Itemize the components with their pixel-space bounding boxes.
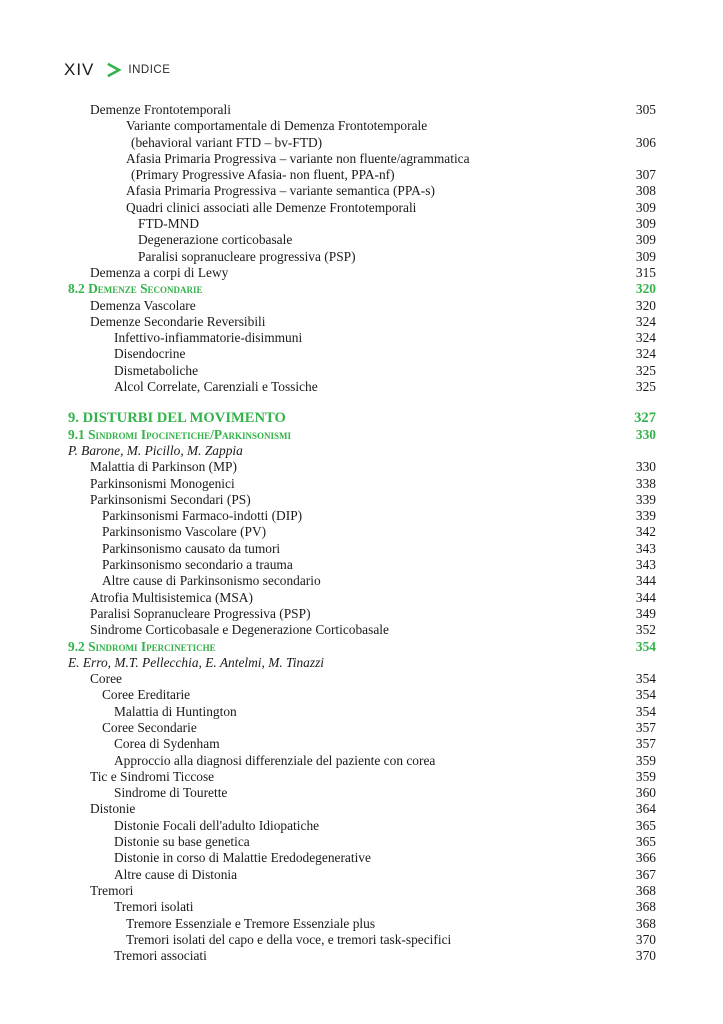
toc-entry[interactable] bbox=[68, 314, 656, 330]
toc-entry-title: Demenze Frontotemporali bbox=[90, 102, 231, 117]
toc-entry-title: Tremori isolati del capo e della voce, e tremori task-specifici bbox=[126, 931, 452, 947]
toc-entry-title: Coree Ereditarie bbox=[102, 687, 191, 703]
toc-entry-page: 320 bbox=[635, 281, 656, 297]
toc-entry[interactable] bbox=[68, 541, 656, 557]
toc-entry[interactable] bbox=[68, 883, 656, 899]
toc-entry-title: Coree bbox=[90, 671, 122, 687]
toc-entry[interactable] bbox=[68, 687, 656, 703]
toc-entry-page: 309 bbox=[635, 248, 656, 264]
toc-entry-page: 325 bbox=[635, 362, 656, 378]
toc-entry[interactable] bbox=[68, 899, 656, 915]
toc-entry-title: FTD-MND bbox=[138, 216, 200, 232]
page-header bbox=[64, 58, 170, 82]
toc-entry-title: Demenza Vascolare bbox=[90, 297, 196, 313]
running-title: INDICE bbox=[128, 64, 171, 76]
toc-entry-page: 315 bbox=[635, 264, 656, 280]
toc-entry-title: Parkinsonismi Farmaco-indotti (DIP) bbox=[102, 508, 303, 524]
toc-entry-page: 320 bbox=[635, 297, 656, 313]
toc-entry-title: Afasia Primaria Progressiva – variante non fluente/agrammatica bbox=[126, 150, 470, 166]
toc-entry-title: E. Erro, M.T. Pellecchia, E. Antelmi, M. Tinazzi bbox=[68, 654, 325, 670]
toc-entry-title: Variante comportamentale di Demenza Frontotemporale bbox=[126, 118, 428, 134]
toc-entry-page: 324 bbox=[635, 313, 656, 329]
toc-entry-title: P. Barone, M. Picillo, M. Zappia bbox=[68, 442, 243, 458]
toc-entry-title: Approccio alla diagnosi differenziale del paziente con corea bbox=[114, 752, 436, 768]
toc-entry[interactable] bbox=[68, 330, 656, 346]
toc-entry-page: 349 bbox=[635, 605, 656, 621]
toc-entry-title: Sindrome di Tourette bbox=[114, 785, 228, 801]
toc-entry-title: Parkinsonismo Vascolare (PV) bbox=[102, 524, 267, 540]
toc-entry[interactable] bbox=[68, 671, 656, 687]
toc-entry-page: 309 bbox=[635, 216, 656, 232]
page-number: XIV bbox=[64, 60, 95, 79]
toc-entry[interactable] bbox=[68, 216, 656, 232]
toc-entry[interactable] bbox=[68, 135, 656, 151]
toc-entry-page: 368 bbox=[635, 882, 656, 898]
toc-entry-page: 352 bbox=[635, 622, 656, 638]
toc-entry-title: Tic e Sindromi Ticcose bbox=[90, 768, 215, 784]
toc-entry[interactable] bbox=[68, 265, 656, 281]
toc-entry-page: 344 bbox=[635, 589, 656, 605]
toc-entry[interactable] bbox=[68, 102, 656, 118]
toc-entry-title: Distonie bbox=[90, 801, 136, 817]
table-of-contents bbox=[68, 102, 656, 964]
toc-entry-page: 309 bbox=[635, 199, 656, 215]
toc-entry[interactable] bbox=[68, 492, 656, 508]
toc-entry[interactable] bbox=[68, 606, 656, 622]
toc-entry[interactable] bbox=[68, 850, 656, 866]
toc-entry[interactable] bbox=[68, 346, 656, 362]
toc-entry[interactable] bbox=[68, 249, 656, 265]
toc-entry-page: 343 bbox=[635, 557, 656, 573]
toc-entry-title: Dismetaboliche bbox=[114, 362, 199, 378]
toc-entry[interactable] bbox=[68, 298, 656, 314]
toc-entry-title: Parkinsonismo causato da tumori bbox=[102, 540, 281, 556]
toc-entry-page: 357 bbox=[635, 719, 656, 735]
toc-entry-page: 354 bbox=[635, 671, 656, 687]
toc-entry-title: Sindrome Corticobasale e Degenerazione Corticobasale bbox=[90, 622, 389, 638]
toc-entry-page: 305 bbox=[635, 102, 656, 117]
toc-entry-title: Malattia di Parkinson (MP) bbox=[90, 459, 237, 475]
toc-entry[interactable] bbox=[68, 622, 656, 638]
toc-entry-page: 365 bbox=[635, 817, 656, 833]
toc-entry-page: 307 bbox=[635, 167, 656, 183]
toc-entry-title: Paralisi sopranucleare progressiva (PSP) bbox=[138, 248, 356, 264]
toc-entry[interactable] bbox=[68, 818, 656, 834]
toc-entry-title: Coree Secondarie bbox=[102, 719, 197, 735]
toc-entry[interactable] bbox=[68, 801, 656, 817]
toc-entry[interactable] bbox=[68, 785, 656, 801]
toc-entry-title: Distonie Focali dell'adulto Idiopatiche bbox=[114, 817, 320, 833]
toc-entry[interactable] bbox=[68, 916, 656, 932]
toc-entry[interactable] bbox=[68, 557, 656, 573]
toc-entry[interactable] bbox=[68, 720, 656, 736]
toc-entry-page: 327 bbox=[634, 410, 656, 427]
toc-entry[interactable] bbox=[68, 524, 656, 540]
toc-entry-title: Demenze Secondarie Reversibili bbox=[90, 313, 266, 329]
toc-entry[interactable] bbox=[68, 167, 656, 183]
toc-section-heading[interactable] bbox=[68, 281, 656, 297]
toc-entry-title: Tremori associati bbox=[114, 948, 207, 964]
toc-spacer bbox=[68, 395, 656, 410]
toc-entry-page: 344 bbox=[635, 573, 656, 589]
toc-entry[interactable] bbox=[68, 573, 656, 589]
toc-entry[interactable] bbox=[68, 183, 656, 199]
toc-entry[interactable] bbox=[68, 753, 656, 769]
toc-entry[interactable] bbox=[68, 736, 656, 752]
toc-authors[interactable] bbox=[68, 443, 656, 459]
toc-entry-title: (behavioral variant FTD – bv-FTD) bbox=[131, 134, 323, 150]
toc-entry-page: 357 bbox=[635, 736, 656, 752]
toc-entry[interactable] bbox=[68, 118, 656, 134]
toc-entry-title: Alcol Correlate, Carenziali e Tossiche bbox=[114, 379, 318, 395]
toc-entry-page: 308 bbox=[635, 183, 656, 199]
toc-entry[interactable] bbox=[68, 948, 656, 964]
toc-entry-title: 9.2 Sindromi Ipercinetiche bbox=[68, 638, 216, 654]
toc-entry-title: Parkinsonismi Monogenici bbox=[90, 475, 235, 491]
toc-section-heading[interactable] bbox=[68, 639, 656, 655]
toc-entry[interactable] bbox=[68, 769, 656, 785]
toc-entry-page: 360 bbox=[635, 785, 656, 801]
toc-entry-page: 365 bbox=[635, 834, 656, 850]
toc-entry-page: 306 bbox=[635, 134, 656, 150]
toc-entry-page: 343 bbox=[635, 540, 656, 556]
toc-entry-page: 330 bbox=[635, 426, 656, 442]
toc-entry-page: 338 bbox=[635, 475, 656, 491]
toc-entry-title: Disendocrine bbox=[114, 346, 186, 362]
toc-entry-title: 9. DISTURBI DEL MOVIMENTO bbox=[68, 410, 286, 427]
toc-entry-title: Distonie in corso di Malattie Eredodegenerative bbox=[114, 850, 371, 866]
toc-entry-page: 370 bbox=[635, 931, 656, 947]
toc-entry[interactable] bbox=[68, 590, 656, 606]
toc-entry-page: 342 bbox=[635, 524, 656, 540]
toc-entry-title: Corea di Sydenham bbox=[114, 736, 220, 752]
toc-entry[interactable] bbox=[68, 508, 656, 524]
toc-entry-title: Altre cause di Distonia bbox=[114, 866, 238, 882]
toc-entry-page: 354 bbox=[635, 638, 656, 654]
toc-entry-page: 324 bbox=[635, 346, 656, 362]
toc-entry-title: (Primary Progressive Afasia- non fluent, PPA-nf) bbox=[131, 167, 395, 183]
toc-authors[interactable] bbox=[68, 655, 656, 671]
toc-entry-title: 9.1 Sindromi Ipocinetiche/Parkinsonismi bbox=[68, 426, 292, 442]
toc-entry-title: Distonie su base genetica bbox=[114, 834, 250, 850]
toc-entry-title: Degenerazione corticobasale bbox=[138, 232, 293, 248]
chevron-right-icon bbox=[106, 62, 122, 78]
toc-entry-title: Paralisi Sopranucleare Progressiva (PSP) bbox=[90, 605, 311, 621]
toc-entry-page: 366 bbox=[635, 850, 656, 866]
toc-entry-page: 367 bbox=[635, 866, 656, 882]
toc-entry-title: Demenza a corpi di Lewy bbox=[90, 264, 229, 280]
toc-entry-page: 330 bbox=[635, 459, 656, 475]
toc-entry-page: 370 bbox=[635, 948, 656, 964]
toc-entry-page: 368 bbox=[635, 899, 656, 915]
toc-entry-page: 354 bbox=[635, 687, 656, 703]
toc-entry-title: Malattia di Huntington bbox=[114, 703, 237, 719]
toc-entry-page: 364 bbox=[635, 801, 656, 817]
toc-entry-title: Afasia Primaria Progressiva – variante semantica (PPA-s) bbox=[126, 183, 435, 199]
toc-entry-title: Tremore Essenziale e Tremore Essenziale plus bbox=[126, 915, 376, 931]
toc-entry-title: Parkinsonismi Secondari (PS) bbox=[90, 491, 251, 507]
toc-section-heading[interactable] bbox=[68, 427, 656, 443]
toc-entry[interactable] bbox=[68, 151, 656, 167]
toc-entry-page: 368 bbox=[635, 915, 656, 931]
toc-entry-page: 359 bbox=[635, 752, 656, 768]
toc-entry-title: Infettivo-infiammatorie-disimmuni bbox=[114, 330, 303, 346]
toc-entry-title: Tremori isolati bbox=[114, 899, 194, 915]
toc-entry-page: 354 bbox=[635, 703, 656, 719]
toc-entry-title: 8.2 Demenze Secondarie bbox=[68, 281, 203, 297]
toc-entry-page: 359 bbox=[635, 768, 656, 784]
toc-entry[interactable] bbox=[68, 476, 656, 492]
toc-entry[interactable] bbox=[68, 379, 656, 395]
toc-entry-title: Atrofia Multisistemica (MSA) bbox=[90, 589, 253, 605]
toc-entry-title: Parkinsonismo secondario a trauma bbox=[102, 557, 293, 573]
toc-entry-page: 309 bbox=[635, 232, 656, 248]
toc-entry-page: 324 bbox=[635, 330, 656, 346]
toc-entry-page: 339 bbox=[635, 508, 656, 524]
toc-entry-title: Altre cause di Parkinsonismo secondario bbox=[102, 573, 321, 589]
toc-entry-page: 339 bbox=[635, 491, 656, 507]
toc-entry[interactable] bbox=[68, 834, 656, 850]
toc-entry[interactable] bbox=[68, 932, 656, 948]
toc-entry[interactable] bbox=[68, 704, 656, 720]
toc-entry[interactable] bbox=[68, 200, 656, 216]
toc-entry-page: 325 bbox=[635, 379, 656, 395]
toc-entry[interactable] bbox=[68, 363, 656, 379]
toc-chapter-heading[interactable] bbox=[68, 410, 656, 426]
toc-entry[interactable] bbox=[68, 232, 656, 248]
toc-entry-title: Tremori bbox=[90, 882, 134, 898]
toc-entry-title: Quadri clinici associati alle Demenze Frontotemporali bbox=[126, 199, 417, 215]
toc-entry[interactable] bbox=[68, 867, 656, 883]
toc-entry[interactable] bbox=[68, 459, 656, 475]
